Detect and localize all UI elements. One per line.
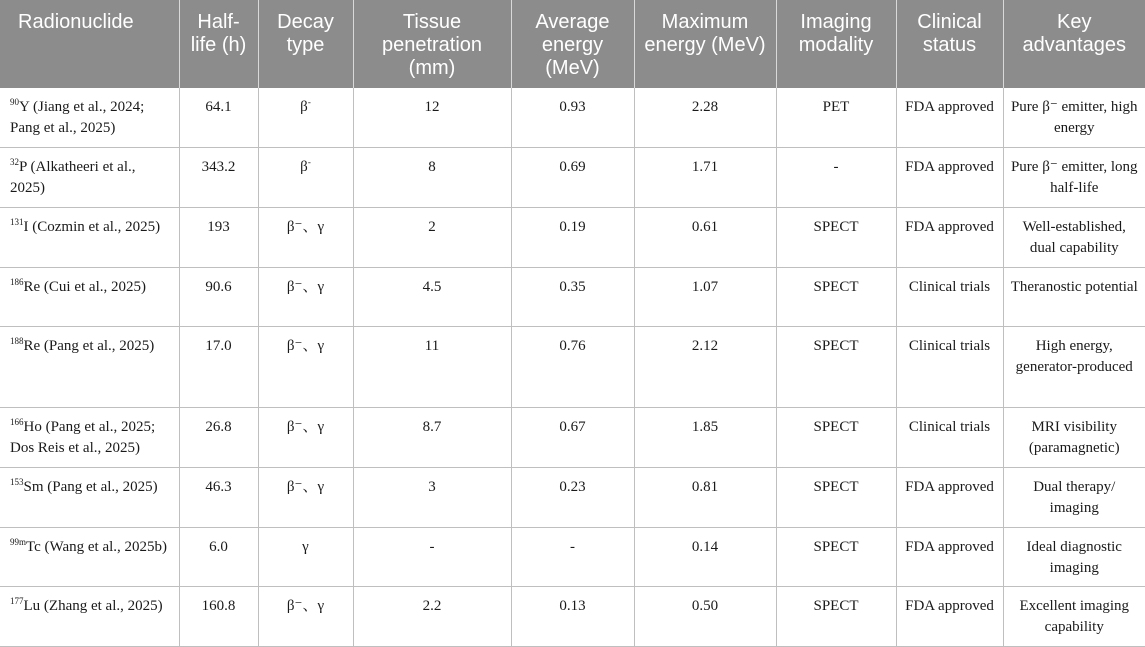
header-tissue-penetration: Tissue penetration (mm)	[353, 0, 511, 88]
average-energy-value: 0.67	[559, 419, 586, 436]
key-advantages-value: Well-established, dual capability	[1022, 218, 1126, 256]
radionuclide-cell	[0, 267, 179, 327]
decay-type-cell	[258, 587, 353, 647]
maximum-energy-cell	[634, 408, 776, 468]
mass-number: 188	[10, 336, 24, 347]
tissue-penetration-cell	[353, 148, 511, 208]
half-life-value: 6.0	[209, 538, 228, 555]
imaging-modality-value: SPECT	[813, 338, 859, 355]
radionuclide-name: Sm (Pang et al., 2025)	[23, 478, 158, 495]
table-row	[0, 267, 1145, 327]
radionuclide-name: I (Cozmin et al., 2025)	[23, 218, 161, 235]
imaging-modality-cell	[776, 587, 896, 647]
imaging-modality-cell	[776, 267, 896, 327]
decay-type-value: β	[300, 99, 308, 115]
header-maximum-energy: Maximum energy (MeV)	[634, 0, 776, 88]
maximum-energy-value: 1.85	[691, 419, 719, 436]
decay-type-cell	[258, 148, 353, 208]
decay-type-superscript: -	[307, 157, 311, 168]
clinical-status-cell	[896, 408, 1003, 468]
key-advantages-cell	[1003, 267, 1145, 327]
half-life-value: 160.8	[201, 598, 236, 615]
header-clinical-status: Clinical status	[896, 0, 1003, 88]
imaging-modality-value: SPECT	[813, 598, 859, 615]
half-life-cell	[179, 88, 258, 148]
mass-number: 177	[10, 596, 24, 607]
radionuclide-name: Y (Jiang et al., 2024; Pang et al., 2025)	[10, 99, 145, 136]
imaging-modality-cell	[776, 207, 896, 267]
maximum-energy-value: 0.61	[691, 218, 719, 235]
imaging-modality-value: SPECT	[813, 419, 859, 436]
half-life-cell	[179, 408, 258, 468]
imaging-modality-value: SPECT	[813, 218, 859, 235]
radionuclide-cell	[0, 88, 179, 148]
decay-type-value: β⁻、γ	[286, 278, 325, 295]
radionuclide-name: Re (Pang et al., 2025)	[23, 338, 155, 355]
header-key-advantages: Key advantages	[1003, 0, 1145, 88]
imaging-modality-value: SPECT	[813, 278, 859, 295]
imaging-modality-cell	[776, 327, 896, 408]
half-life-cell	[179, 467, 258, 527]
maximum-energy-cell	[634, 527, 776, 587]
decay-type-value: β⁻、γ	[286, 419, 325, 436]
average-energy-cell	[511, 207, 634, 267]
header-radionuclide: Radionuclide	[0, 0, 179, 88]
maximum-energy-cell	[634, 207, 776, 267]
decay-type-superscript: -	[307, 97, 311, 107]
decay-type-cell	[258, 267, 353, 327]
key-advantages-cell	[1003, 527, 1145, 587]
clinical-status-cell	[896, 88, 1003, 148]
key-advantages-cell	[1003, 88, 1145, 148]
table-row	[0, 148, 1145, 208]
tissue-penetration-cell	[353, 267, 511, 327]
imaging-modality-value: -	[833, 159, 839, 176]
radionuclide-cell	[0, 467, 179, 527]
tissue-penetration-value: 2.2	[422, 598, 442, 615]
average-energy-value: 0.23	[559, 478, 586, 495]
table-row	[0, 207, 1145, 267]
average-energy-value: 0.69	[559, 159, 586, 176]
table-row	[0, 88, 1145, 148]
mass-number: 32	[10, 157, 19, 168]
clinical-status-value: FDA approved	[905, 99, 994, 115]
imaging-modality-cell	[776, 148, 896, 208]
average-energy-cell	[511, 587, 634, 647]
tissue-penetration-value: 11	[424, 338, 440, 355]
tissue-penetration-value: 8	[428, 159, 436, 176]
imaging-modality-value: PET	[822, 99, 850, 115]
average-energy-value: -	[570, 538, 575, 555]
mass-number: 99m	[10, 536, 27, 547]
maximum-energy-value: 0.81	[691, 478, 719, 495]
average-energy-cell	[511, 267, 634, 327]
clinical-status-cell	[896, 467, 1003, 527]
radionuclide-name: Re (Cui et al., 2025)	[23, 278, 146, 295]
imaging-modality-value: SPECT	[813, 478, 859, 495]
maximum-energy-value: 1.07	[691, 278, 719, 295]
key-advantages-value: Theranostic potential	[1010, 278, 1138, 295]
half-life-cell	[179, 207, 258, 267]
clinical-status-cell	[896, 207, 1003, 267]
maximum-energy-value: 0.14	[691, 538, 719, 555]
decay-type-value: β⁻、γ	[286, 598, 325, 615]
tissue-penetration-cell	[353, 467, 511, 527]
header-average-energy: Average energy (MeV)	[511, 0, 634, 88]
half-life-value: 46.3	[205, 478, 232, 495]
half-life-value: 90.6	[205, 278, 232, 295]
tissue-penetration-value: 12	[424, 99, 440, 115]
half-life-value: 26.8	[205, 419, 232, 436]
decay-type-cell	[258, 527, 353, 587]
tissue-penetration-value: 8.7	[422, 419, 442, 436]
clinical-status-cell	[896, 527, 1003, 587]
tissue-penetration-value: -	[429, 538, 435, 555]
header-imaging-modality: Imaging modality	[776, 0, 896, 88]
mass-number: 90	[10, 97, 19, 107]
imaging-modality-cell	[776, 527, 896, 587]
key-advantages-value: Ideal diagnostic imaging	[1026, 538, 1122, 576]
key-advantages-value: Pure β⁻ emitter, long half-life	[1010, 159, 1138, 197]
maximum-energy-value: 0.50	[691, 598, 719, 615]
maximum-energy-value: 2.28	[691, 99, 719, 115]
decay-type-value: β⁻、γ	[286, 218, 325, 235]
radionuclide-cell	[0, 148, 179, 208]
decay-type-value: β⁻、γ	[286, 478, 325, 495]
tissue-penetration-cell	[353, 587, 511, 647]
decay-type-value: β⁻、γ	[286, 338, 325, 355]
imaging-modality-value: SPECT	[813, 538, 859, 555]
half-life-cell	[179, 327, 258, 408]
mass-number: 186	[10, 276, 24, 287]
maximum-energy-cell	[634, 148, 776, 208]
half-life-cell	[179, 148, 258, 208]
maximum-energy-cell	[634, 327, 776, 408]
key-advantages-cell	[1003, 327, 1145, 408]
imaging-modality-cell	[776, 88, 896, 148]
key-advantages-cell	[1003, 408, 1145, 468]
tissue-penetration-cell	[353, 88, 511, 148]
average-energy-cell	[511, 327, 634, 408]
clinical-status-cell	[896, 587, 1003, 647]
key-advantages-value: Dual therapy/ imaging	[1033, 478, 1116, 516]
clinical-status-cell	[896, 148, 1003, 208]
radionuclide-cell	[0, 327, 179, 408]
half-life-value: 343.2	[201, 159, 236, 176]
half-life-value: 17.0	[205, 338, 232, 355]
table-header-row	[0, 0, 1145, 88]
key-advantages-value: High energy, generator-produced	[1015, 338, 1133, 376]
key-advantages-value: Excellent imaging capability	[1019, 598, 1130, 636]
mass-number: 166	[10, 417, 24, 428]
clinical-status-value: FDA approved	[905, 159, 994, 176]
key-advantages-cell	[1003, 207, 1145, 267]
table-row	[0, 527, 1145, 587]
radionuclide-cell	[0, 587, 179, 647]
average-energy-value: 0.13	[559, 598, 586, 615]
clinical-status-value: FDA approved	[905, 598, 994, 615]
radionuclide-name: Tc (Wang et al., 2025b)	[26, 538, 168, 555]
decay-type-cell	[258, 408, 353, 468]
average-energy-value: 0.93	[559, 99, 586, 115]
imaging-modality-cell	[776, 408, 896, 468]
table-row	[0, 327, 1145, 408]
maximum-energy-value: 1.71	[691, 159, 719, 176]
table-body	[0, 88, 1145, 647]
maximum-energy-value: 2.12	[691, 338, 719, 355]
average-energy-cell	[511, 527, 634, 587]
radionuclide-name: Ho (Pang et al., 2025; Dos Reis et al., 2025)	[10, 419, 156, 457]
maximum-energy-cell	[634, 467, 776, 527]
table-row	[0, 467, 1145, 527]
clinical-status-cell	[896, 267, 1003, 327]
decay-type-cell	[258, 467, 353, 527]
key-advantages-cell	[1003, 587, 1145, 647]
imaging-modality-cell	[776, 467, 896, 527]
table-row	[0, 408, 1145, 468]
half-life-cell	[179, 527, 258, 587]
key-advantages-cell	[1003, 467, 1145, 527]
mass-number: 153	[10, 476, 24, 487]
mass-number: 131	[10, 216, 24, 227]
clinical-status-value: Clinical trials	[908, 278, 991, 295]
clinical-status-value: FDA approved	[905, 478, 994, 495]
table-row	[0, 587, 1145, 647]
average-energy-value: 0.19	[559, 218, 586, 235]
decay-type-value: β	[300, 159, 308, 176]
radionuclide-name: P (Alkatheeri et al., 2025)	[10, 159, 136, 197]
decay-type-value: γ	[302, 538, 309, 555]
clinical-status-value: Clinical trials	[908, 338, 991, 355]
clinical-status-value: FDA approved	[905, 218, 994, 235]
average-energy-cell	[511, 88, 634, 148]
maximum-energy-cell	[634, 267, 776, 327]
clinical-status-value: FDA approved	[905, 538, 994, 555]
radionuclide-cell	[0, 527, 179, 587]
average-energy-cell	[511, 467, 634, 527]
tissue-penetration-cell	[353, 527, 511, 587]
header-half-life: Half-life (h)	[179, 0, 258, 88]
average-energy-cell	[511, 148, 634, 208]
decay-type-cell	[258, 327, 353, 408]
header-decay-type: Decay type	[258, 0, 353, 88]
half-life-value: 64.1	[205, 99, 232, 115]
tissue-penetration-value: 4.5	[422, 278, 442, 295]
maximum-energy-cell	[634, 88, 776, 148]
tissue-penetration-cell	[353, 207, 511, 267]
average-energy-cell	[511, 408, 634, 468]
tissue-penetration-value: 3	[428, 478, 436, 495]
tissue-penetration-cell	[353, 327, 511, 408]
key-advantages-value: MRI visibility (paramagnetic)	[1028, 419, 1120, 457]
half-life-value: 193	[207, 218, 230, 235]
radionuclide-name: Lu (Zhang et al., 2025)	[23, 598, 163, 615]
clinical-status-cell	[896, 327, 1003, 408]
tissue-penetration-value: 2	[428, 218, 436, 235]
average-energy-value: 0.76	[559, 338, 586, 355]
average-energy-value: 0.35	[559, 278, 586, 295]
radionuclide-cell	[0, 408, 179, 468]
decay-type-cell	[258, 207, 353, 267]
key-advantages-value: Pure β⁻ emitter, high energy	[1010, 99, 1138, 136]
clinical-status-value: Clinical trials	[908, 419, 991, 436]
half-life-cell	[179, 267, 258, 327]
radionuclide-cell	[0, 207, 179, 267]
decay-type-cell	[258, 88, 353, 148]
half-life-cell	[179, 587, 258, 647]
key-advantages-cell	[1003, 148, 1145, 208]
maximum-energy-cell	[634, 587, 776, 647]
tissue-penetration-cell	[353, 408, 511, 468]
